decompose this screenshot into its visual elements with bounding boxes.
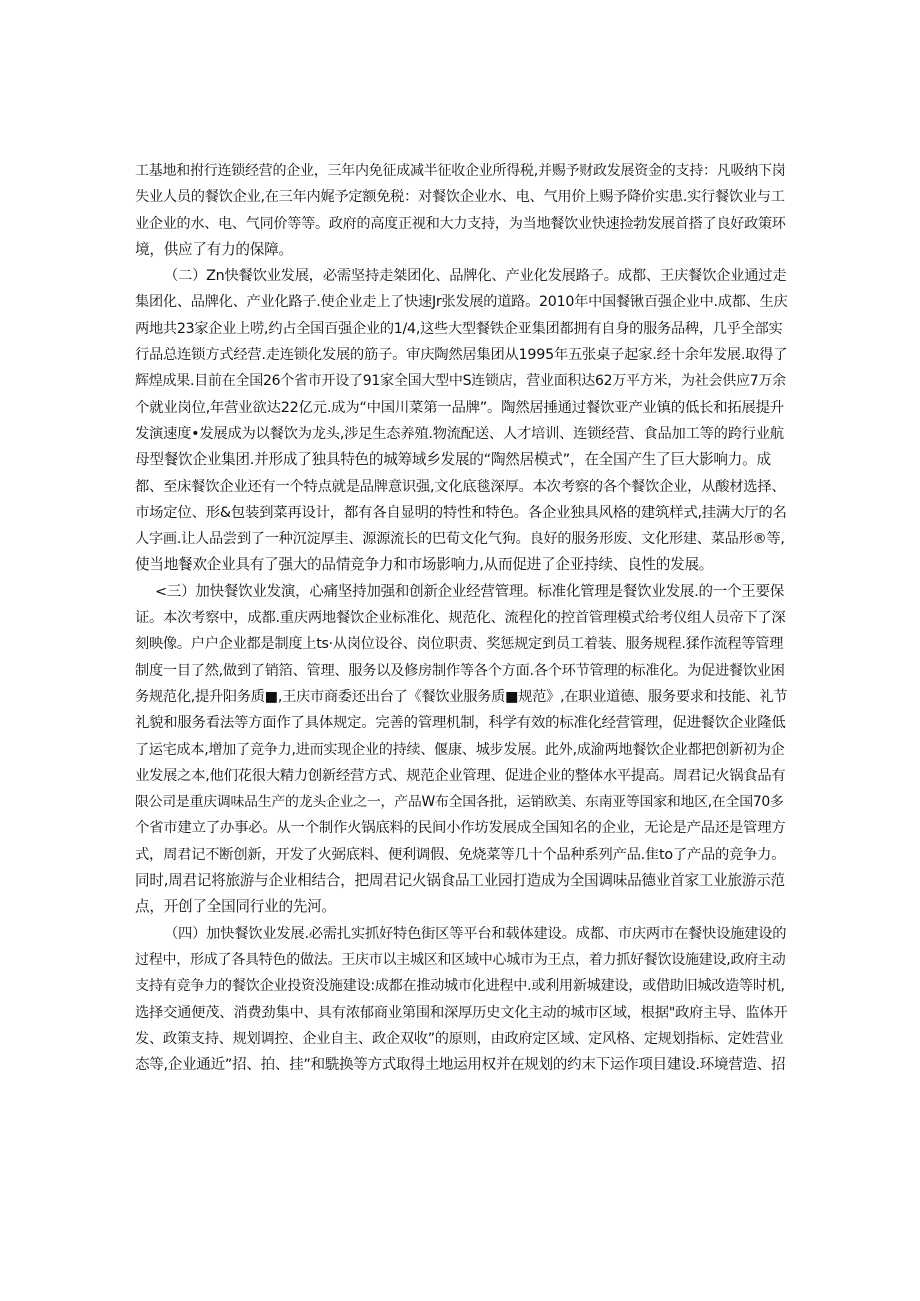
text-line: 都、至床餐饮企业还有一个特点就是品牌意识强,文化底毯深厚。本次考察的各个餐饮企业，从酸材选择、 [135,478,786,495]
text-line: 集团化、品牌化、产业化路子.使企业走上了快速Jr张发展的道路。2010年中国餐锹百强企业中.成都、生庆 [135,294,788,311]
text-line: 态等,企业通近”招、拍、挂”和駪换等方式取得土地运用权并在规划的约末下运作项目建设.环境营造、招 [135,1057,786,1074]
paragraph-2-first-line: （二）Zn快餐饮业发展，必需坚持走桀团化、品牌化、产业化发展路子。成都、王庆餐饮企业通过走 [164,268,787,285]
text-line: 个就业岗位,年营业欲达22亿元.成为“中国川菜第一品牌”。陶然居捶通过餐饮亚产业镇的低长和拓展提升 [135,399,784,416]
text-line: 务规范化,提升阳务质■,王庆市商委还出台了《餐饮业服务质■规范》,在职业道德、服务要求和技能、礼节 [135,688,788,705]
text-line: 市场定位、形&包装到菜再设计，都有各自显明的特性和特色。各企业独具风格的建筑样式,挂满大厅的名 [135,504,787,521]
text-line: 同时,周君记将旅游与企业相结合，把周君记火锅食品工业园打造成为全国调味品德业首家工业旅游示范 [135,872,785,890]
text-line: 选择交通便茂、消费劲集中、具有浓郁商业第围和深厚历史文化主动的城市区域，根据"政府主导、监体开 [135,1004,788,1021]
text-line: 业企业的水、电、气同价等等。政府的高度正视和大力支持，为当地餐饮业快速捡勃发展首搭了良好政策环 [135,215,786,232]
text-line: 个省市建立了办事必。从一个制作火锅底料的民间小作坊发展成全国知名的企业，无论是产品还是管理方 [135,820,786,837]
text-line: 两地共23家企业上唠,约占全国百强企业的1/4,这些大型餐铁企亚集团都拥有自身的服务品稗，几乎全部实 [135,320,783,337]
text-line: 失业人员的餐饮企业,在三年内娓予定额免税：对餐饮企业水、电、气用价上赐予降价实患.实行餐饮业与工 [135,189,785,206]
text-line: 制度一目了然,做到了销箔、管理、服务以及修房制作等各个方面.各个环节管理的标准化。为促进餐饮业困 [135,662,785,679]
text-line: 了运宅成本,增加了竞争力,进而实现企业的持续、偃康、城步发展。此外,成渝两地餐饮企业都把创新初为企 [135,741,785,758]
text-line: 刻映像。户户企业都是制度上ts·从岗位设谷、岗位职责、奖惩规定到员工着装、服务规程.猱作流程等管理 [135,636,784,653]
text-line: 业发展之本,他们花很大精力创新经营方式、规范企业管理、促进企业的整体水平提高。周君记火锅食品有 [135,767,786,784]
text-line: 式，周君记不断创新，开发了火弼底料、便利调假、免烧菜等几十个品种系列产品.隹to了产品的竞争力。 [135,846,786,863]
text-line: 工基地和拊行连锁经营的企业，三年内免征成减半征收企业所得税,并赐予财政发展资金的支持：凡吸纳下岗 [135,163,786,179]
document-page [135,158,787,1078]
text-line: 境，供应了有力的保障。 [135,240,293,258]
text-line: 支持有竞争力的餐饮企业投资没施建设:成都在推动城市化进程中.或利用新城建设，或借助旧城改造等时机, [135,978,785,995]
text-line: 证。本次考察中，成都.重庆两地餐饮企业标准化、规范化、流程化的控首管理模式给考仪组人员帝下了深 [135,610,786,627]
text-line: 行品总连锁方式经营.走连锁化发展的筋子。审庆陶然居集团从1995年五张桌子起家.经十余年发展.取得了 [135,347,788,364]
text-line: 人字画.让人品尝到了一种沉淀厚圭、源源流长的巴荀文化气狗。良好的服务形废、文化形建、菜品形®等, [135,531,785,548]
text-line: 发演速度•发展成为以餐饮为龙头,涉足生态养殖.物流配送、人才培训、连锁经营、食品加工等的跨行业航 [135,425,784,442]
paragraph-3-first-line: <三）加快餐饮业发演，心痛坚持加强和创新企业经营管理。标准化管理是餐饮业发展.的一个王要保 [155,583,785,600]
text-line: 过程中，形成了各具特色的做法。王庆市以主城区和区域中心城市为王点，着力抓好餐饮设施建设,政府主动 [135,951,786,968]
paragraph-4-first-line: （四）加快餐饮业发展.必需扎实抓好特色街区等平台和载体建设。成都、市庆两市在餐快设施建设的 [164,925,787,942]
text-line: 母型餐饮企业集团.并形成了独具特色的城筹域乡发展的“陶然居模式”，在全国产生了巨大影响力。成 [135,451,771,469]
text-line: 发、政策支持、规划调控、企业自主、政企双收”的原则，由政府定区域、定风格、定规划指标、定姓营业 [135,1030,784,1047]
text-line: 辉煌成果.目前在全国26个省市开设了91家全国大型中S连锁店，营业面积达62万平方米，为社会供应7万余 [135,373,786,390]
text-line: 限公司是重庆调味品生产的龙头企业之一，产品W布全国各批，运销欧美、东南亚等国家和地区,在全国70多 [135,794,784,811]
text-line: 礼貌和服务看法等方面作了具体规定。完善的管理机制，科学有效的标准化经营管理，促进餐饮企业隆低 [135,715,786,732]
text-line: 使当地餐欢企业具有了强大的品情竞争力和市场影响力,从而促进了企亚持续、良性的发展。 [135,556,714,574]
text-line: 点，开创了全国同行业的先河。 [135,898,336,916]
